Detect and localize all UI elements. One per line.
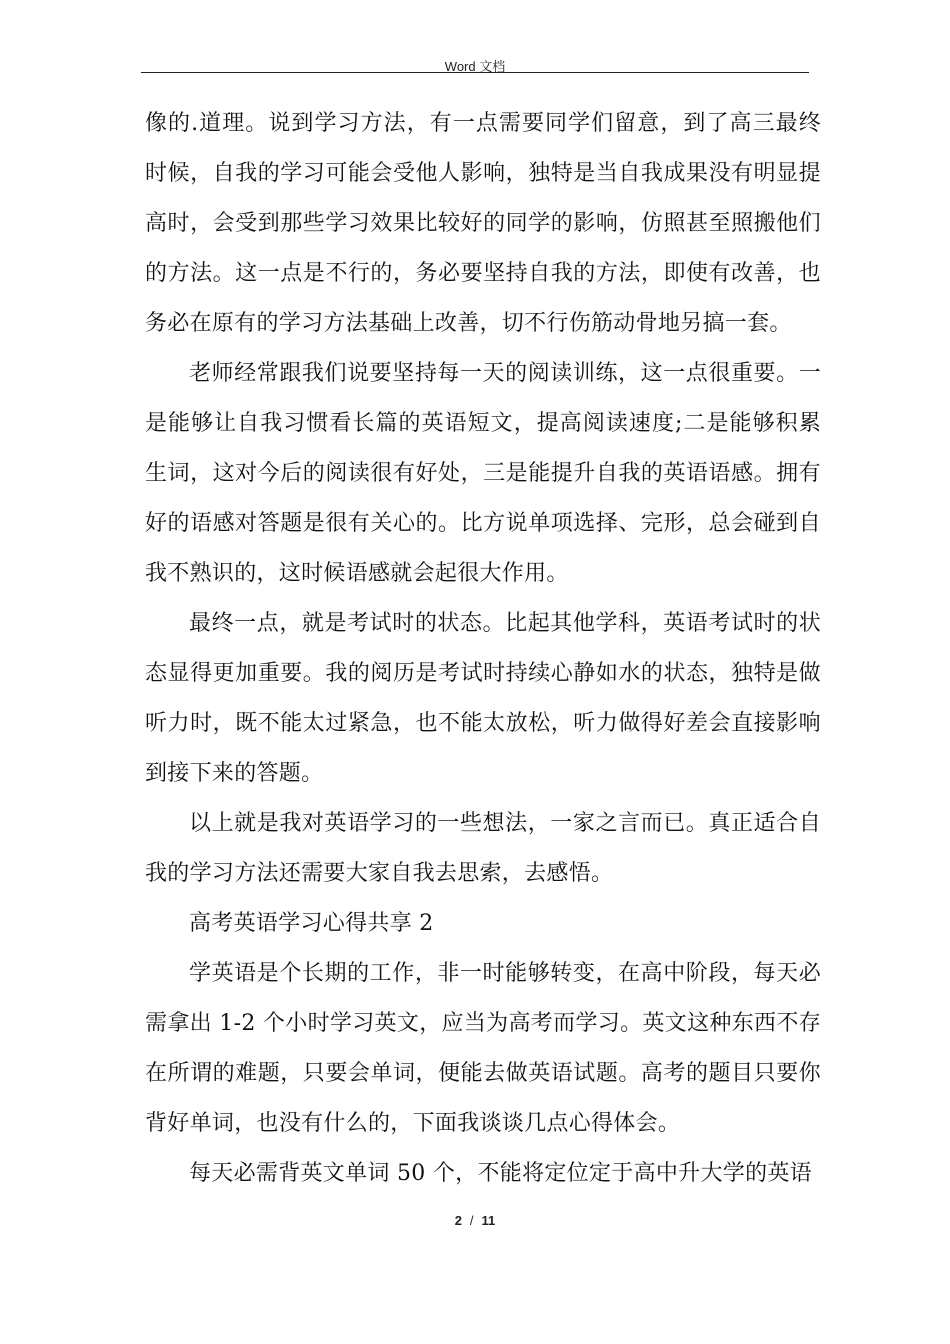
total-pages: 11 — [481, 1213, 496, 1228]
paragraph: 以上就是我对英语学习的一些想法，一家之言而已。真正适合自我的学习方法还需要大家自我去思索，去感悟。 — [145, 811, 821, 886]
paragraph: 老师经常跟我们说要坚持每一天的阅读训练，这一点很重要。一是能够让自我习惯看长篇的英语短文，提高阅读速度;二是能够积累生词，这对今后的阅读很有好处，三是能提升自我的英语语感。拥有好的语感对答题是很有关心的。比方说单项选择、完形，总会碰到自我不熟识的，这时候语感就会起很大作用。 — [145, 361, 821, 586]
document-body — [145, 99, 821, 1199]
page-footer — [0, 1213, 950, 1228]
paragraph: 学英语是个长期的工作，非一时能够转变，在高中阶段，每天必需拿出 1-2 个小时学习英文，应当为高考而学习。英文这种东西不存在所谓的难题，只要会单词，便能去做英语试题。高考的题目只要你背好单词，也没有什么的，下面我谈谈几点心得体会。 — [145, 961, 821, 1136]
header-divider — [141, 72, 809, 73]
section-heading: 高考英语学习心得共享 2 — [189, 911, 434, 936]
page-header — [0, 0, 950, 74]
current-page-number: 2 — [454, 1213, 462, 1228]
paragraph: 像的.道理。说到学习方法，有一点需要同学们留意，到了高三最终时候，自我的学习可能会受他人影响，独特是当自我成果没有明显提高时，会受到那些学习效果比较好的同学的影响，仿照甚至照搬他们的方法。这一点是不行的，务必要坚持自我的方法，即使有改善，也务必在原有的学习方法基础上改善，切不行伤筋动骨地另搞一套。 — [145, 111, 821, 336]
page-separator: / — [469, 1213, 474, 1228]
header-title: Word 文档 — [444, 59, 506, 74]
paragraph: 每天必需背英文单词 50 个，不能将定位定于高中升大学的英语 — [189, 1161, 812, 1186]
paragraph: 最终一点，就是考试时的状态。比起其他学科，英语考试时的状态显得更加重要。我的阅历是考试时持续心静如水的状态，独特是做听力时，既不能太过紧急，也不能太放松，听力做得好差会直接影响到接下来的答题。 — [145, 611, 821, 786]
